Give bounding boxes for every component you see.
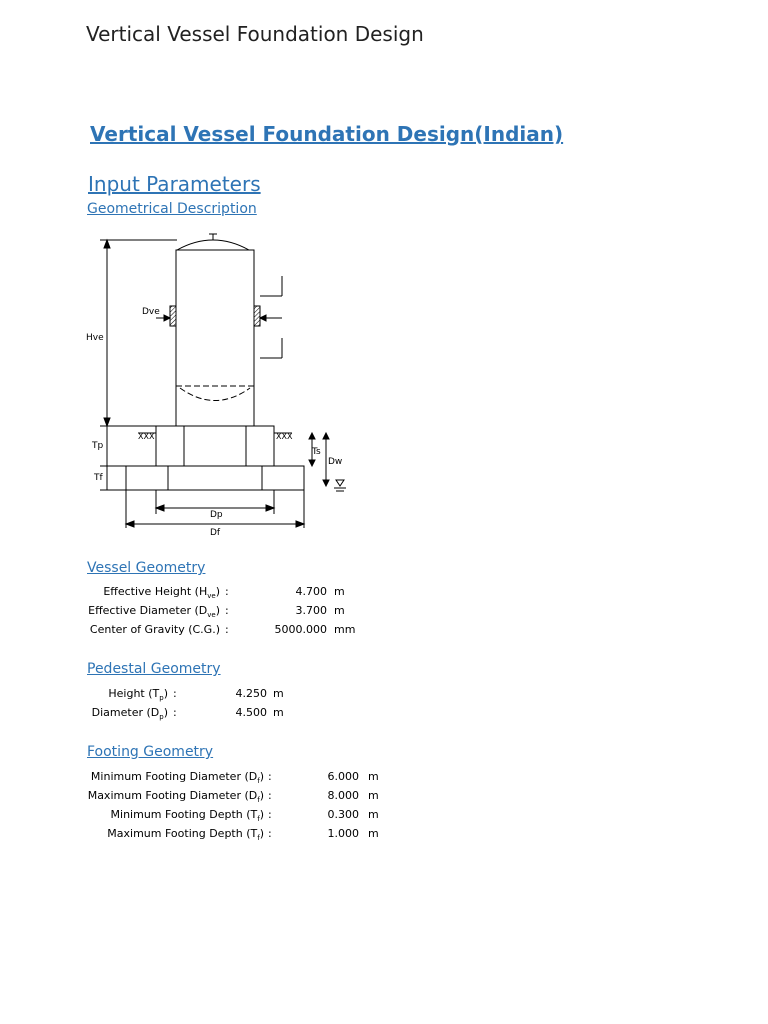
parameter-label: Center of Gravity (C.G.) [89,623,220,636]
parameter-unit: m [368,808,379,821]
parameter-value: 6.000 [327,770,359,783]
vessel-geometry-heading: Vessel Geometry [87,560,206,576]
parameter-row [0,687,768,703]
parameter-row [0,706,768,722]
parameter-label: Minimum Footing Depth $(T_f)$ [110,808,264,824]
parameter-value: 5000.000 [274,623,327,636]
parameter-unit: m [368,827,379,840]
parameter-colon: : [268,789,272,802]
parameter-colon: : [225,604,229,617]
label-xxx-right: XXX [276,432,293,441]
parameter-label: Height $(T_p)$ [108,687,168,703]
parameter-row [0,827,768,843]
parameter-row [0,789,768,805]
parameter-value: 8.000 [327,789,359,802]
parameter-label: Effective Height $(H_{ve})$ [103,585,220,601]
parameter-value: 4.700 [295,585,327,598]
parameter-value: 1.000 [327,827,359,840]
label-tp: Tp [92,441,104,451]
parameter-label: Minimum Footing Diameter $(D_f)$ [90,770,264,786]
water-table-symbol [336,480,344,486]
parameter-value: 0.300 [327,808,359,821]
input-parameters-heading: Input Parameters [88,172,261,196]
parameter-row [0,623,768,639]
parameter-unit: m [334,604,345,617]
parameter-row [0,770,768,786]
label-ts: Ts [312,447,321,457]
parameter-row [0,585,768,601]
footing [126,466,304,490]
bottom-head [180,388,250,401]
parameter-colon: : [225,623,229,636]
pedestal [156,426,274,466]
parameter-unit: m [368,770,379,783]
label-hve: Hve [86,333,104,343]
label-dve: Dve [142,307,160,317]
right-nozzle [254,306,260,326]
footing-geometry-heading: Footing Geometry [87,744,214,760]
parameter-label: Maximum Footing Depth $(T_f)$ [107,827,264,843]
vessel-shell [176,250,254,426]
parameter-unit: m [334,585,345,598]
parameter-label: Maximum Footing Diameter $(D_f)$ [87,789,264,805]
top-dome [177,240,249,250]
label-df: Df [210,528,221,538]
label-dp: Dp [210,510,223,520]
label-dw: Dw [328,457,343,467]
parameter-colon: : [268,808,272,821]
parameter-colon: : [268,827,272,840]
parameter-value: 4.500 [235,706,267,719]
parameter-unit: m [273,687,284,700]
label-tf: Tf [94,473,103,483]
parameter-label: Effective Diameter $(D_{ve})$ [88,604,220,620]
parameter-colon: : [268,770,272,783]
parameter-unit: m [368,789,379,802]
parameter-row [0,808,768,824]
parameter-colon: : [225,585,229,598]
left-nozzle [170,306,176,326]
parameter-unit: mm [334,623,356,636]
parameter-value: 3.700 [295,604,327,617]
parameter-colon: : [173,706,177,719]
parameter-row [0,604,768,620]
parameter-colon: : [173,687,177,700]
pedestal-geometry-heading: Pedestal Geometry [87,661,221,677]
geometrical-description-heading: Geometrical Description [87,201,257,217]
parameter-unit: m [273,706,284,719]
vessel-foundation-diagram [80,228,360,548]
document-header: Vertical Vessel Foundation Design [86,22,424,46]
label-xxx-left: XXX [138,432,155,441]
main-title: Vertical Vessel Foundation Design(Indian) [90,122,564,146]
parameter-value: 4.250 [235,687,267,700]
parameter-label: Diameter $(D_p)$ [91,706,168,722]
